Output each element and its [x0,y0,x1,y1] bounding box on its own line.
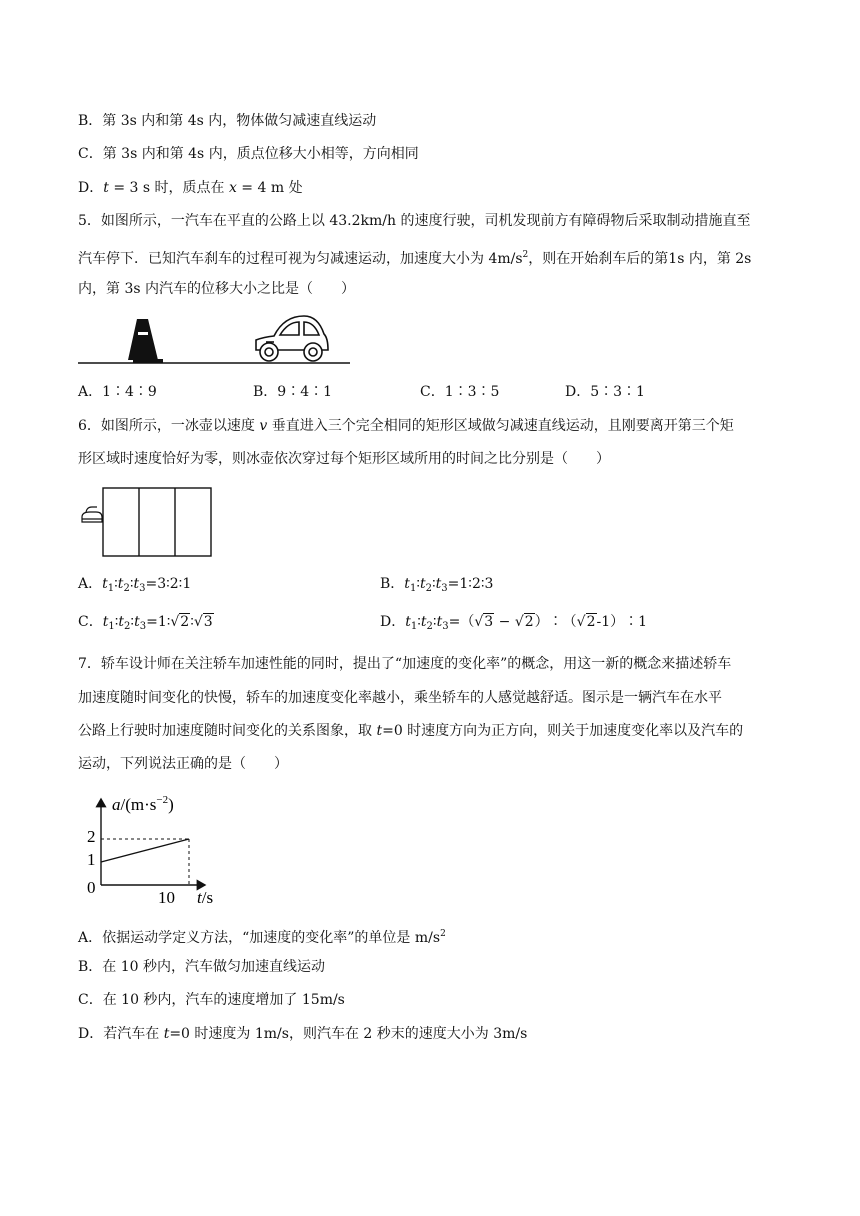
q7-option-d: D．若汽车在 t=0 时速度为 1m/s，则汽车在 2 秒末的速度大小为 3m/s [78,1026,528,1042]
q5-option-c: C．1∶3∶5 [420,384,500,400]
y-tick-1: 1 [87,850,96,869]
q6-option-d: D．$t_1∶t_2∶t_3=(√3$ − √2）∶（√2-1）∶1 [380,614,648,632]
q5-option-a: A．1∶4∶9 [78,384,157,400]
q7-stem-line3: 公路上行驶时加速度随时间变化的关系图象，取 t=0 时速度方向为正方向，则关于加速度变化率以及汽车的 [78,723,744,739]
q6-figure-curling-regions [78,486,218,558]
q7-option-a: A．依据运动学定义方法，“加速度的变化率”的单位是 $m/s^2$ [78,929,446,946]
car-icon [256,316,328,361]
q7-stem-line2: 加速度随时间变化的快慢，轿车的加速度变化率越小，乘坐轿车的人感觉越舒适。图示是一辆汽车在水平 [78,690,722,706]
q6-option-c: C．$t_1∶t_2∶t_3=1∶√2∶√3$ [78,614,213,632]
traffic-cone-icon [128,319,163,363]
y-axis-label: $a/(m\cdot s^{-2})$ [112,794,174,814]
q6-stem-line2: 形区域时速度恰好为零，则冰壶依次穿过每个矩形区域所用的时间之比分别是（ ） [78,451,610,467]
sqrt-symbol: √ [576,614,586,630]
sqrt-symbol: √ [474,614,484,630]
q5-figure-car-and-cone [78,310,350,368]
q7-stem-line1: 7．轿车设计师在关注轿车加速性能的同时，提出了“加速度的变化率”的概念，用这一新的概念来描述轿车 [78,656,732,672]
sqrt-symbol: √ [514,614,524,630]
q4-option-d: D．t = 3 s 时，质点在 x = 4 m 处 [78,180,303,196]
q6-option-b: B．$t_1∶t_2∶t_3=1∶2∶3$ [380,576,494,594]
x-tick-10: 10 [158,888,175,905]
q5-stem-line1: 5．如图所示，一汽车在平直的公路上以 43.2km/h 的速度行驶，司机发现前方有障碍物后采取制动措施直至 [78,213,751,229]
q7-option-c: C．在 10 秒内，汽车的速度增加了 15m/s [78,992,345,1008]
origin-label: 0 [87,878,96,897]
q4-option-b: B．第 3s 内和第 4s 内，物体做匀减速直线运动 [78,113,377,129]
q7-option-b: B．在 10 秒内，汽车做匀加速直线运动 [78,959,326,975]
sqrt-symbol: √ [170,614,180,630]
q6-stem-line1: 6．如图所示，一冰壶以速度 v 垂直进入三个完全相同的矩形区域做匀减速直线运动，且刚要离开第三个矩 [78,418,734,434]
q7-acceleration-time-graph [80,790,255,905]
acceleration-line [101,839,189,862]
q5-stem-line2: 汽车停下．已知汽车刹车的过程可视为匀减速运动，加速度大小为 $4m/s^2$，则在开始刹车后的第1s 内，第 2s [78,250,752,267]
sqrt-symbol: √ [193,614,203,630]
q7-stem-line4: 运动，下列说法正确的是（ ） [78,756,288,772]
q5-stem-line3: 内，第 3s 内汽车的位移大小之比是（ ） [78,281,355,297]
q6-option-a: A．$t_1∶t_2∶t_3=3∶2∶1$ [78,576,192,594]
q5-option-d: D．5∶3∶1 [565,384,645,400]
y-tick-2: 2 [87,827,96,846]
q4-option-c: C．第 3s 内和第 4s 内，质点位移大小相等，方向相同 [78,146,419,162]
x-axis-label: t/s [197,888,214,905]
q5-option-b: B．9∶4∶1 [253,384,333,400]
curling-stone-icon [82,507,102,522]
